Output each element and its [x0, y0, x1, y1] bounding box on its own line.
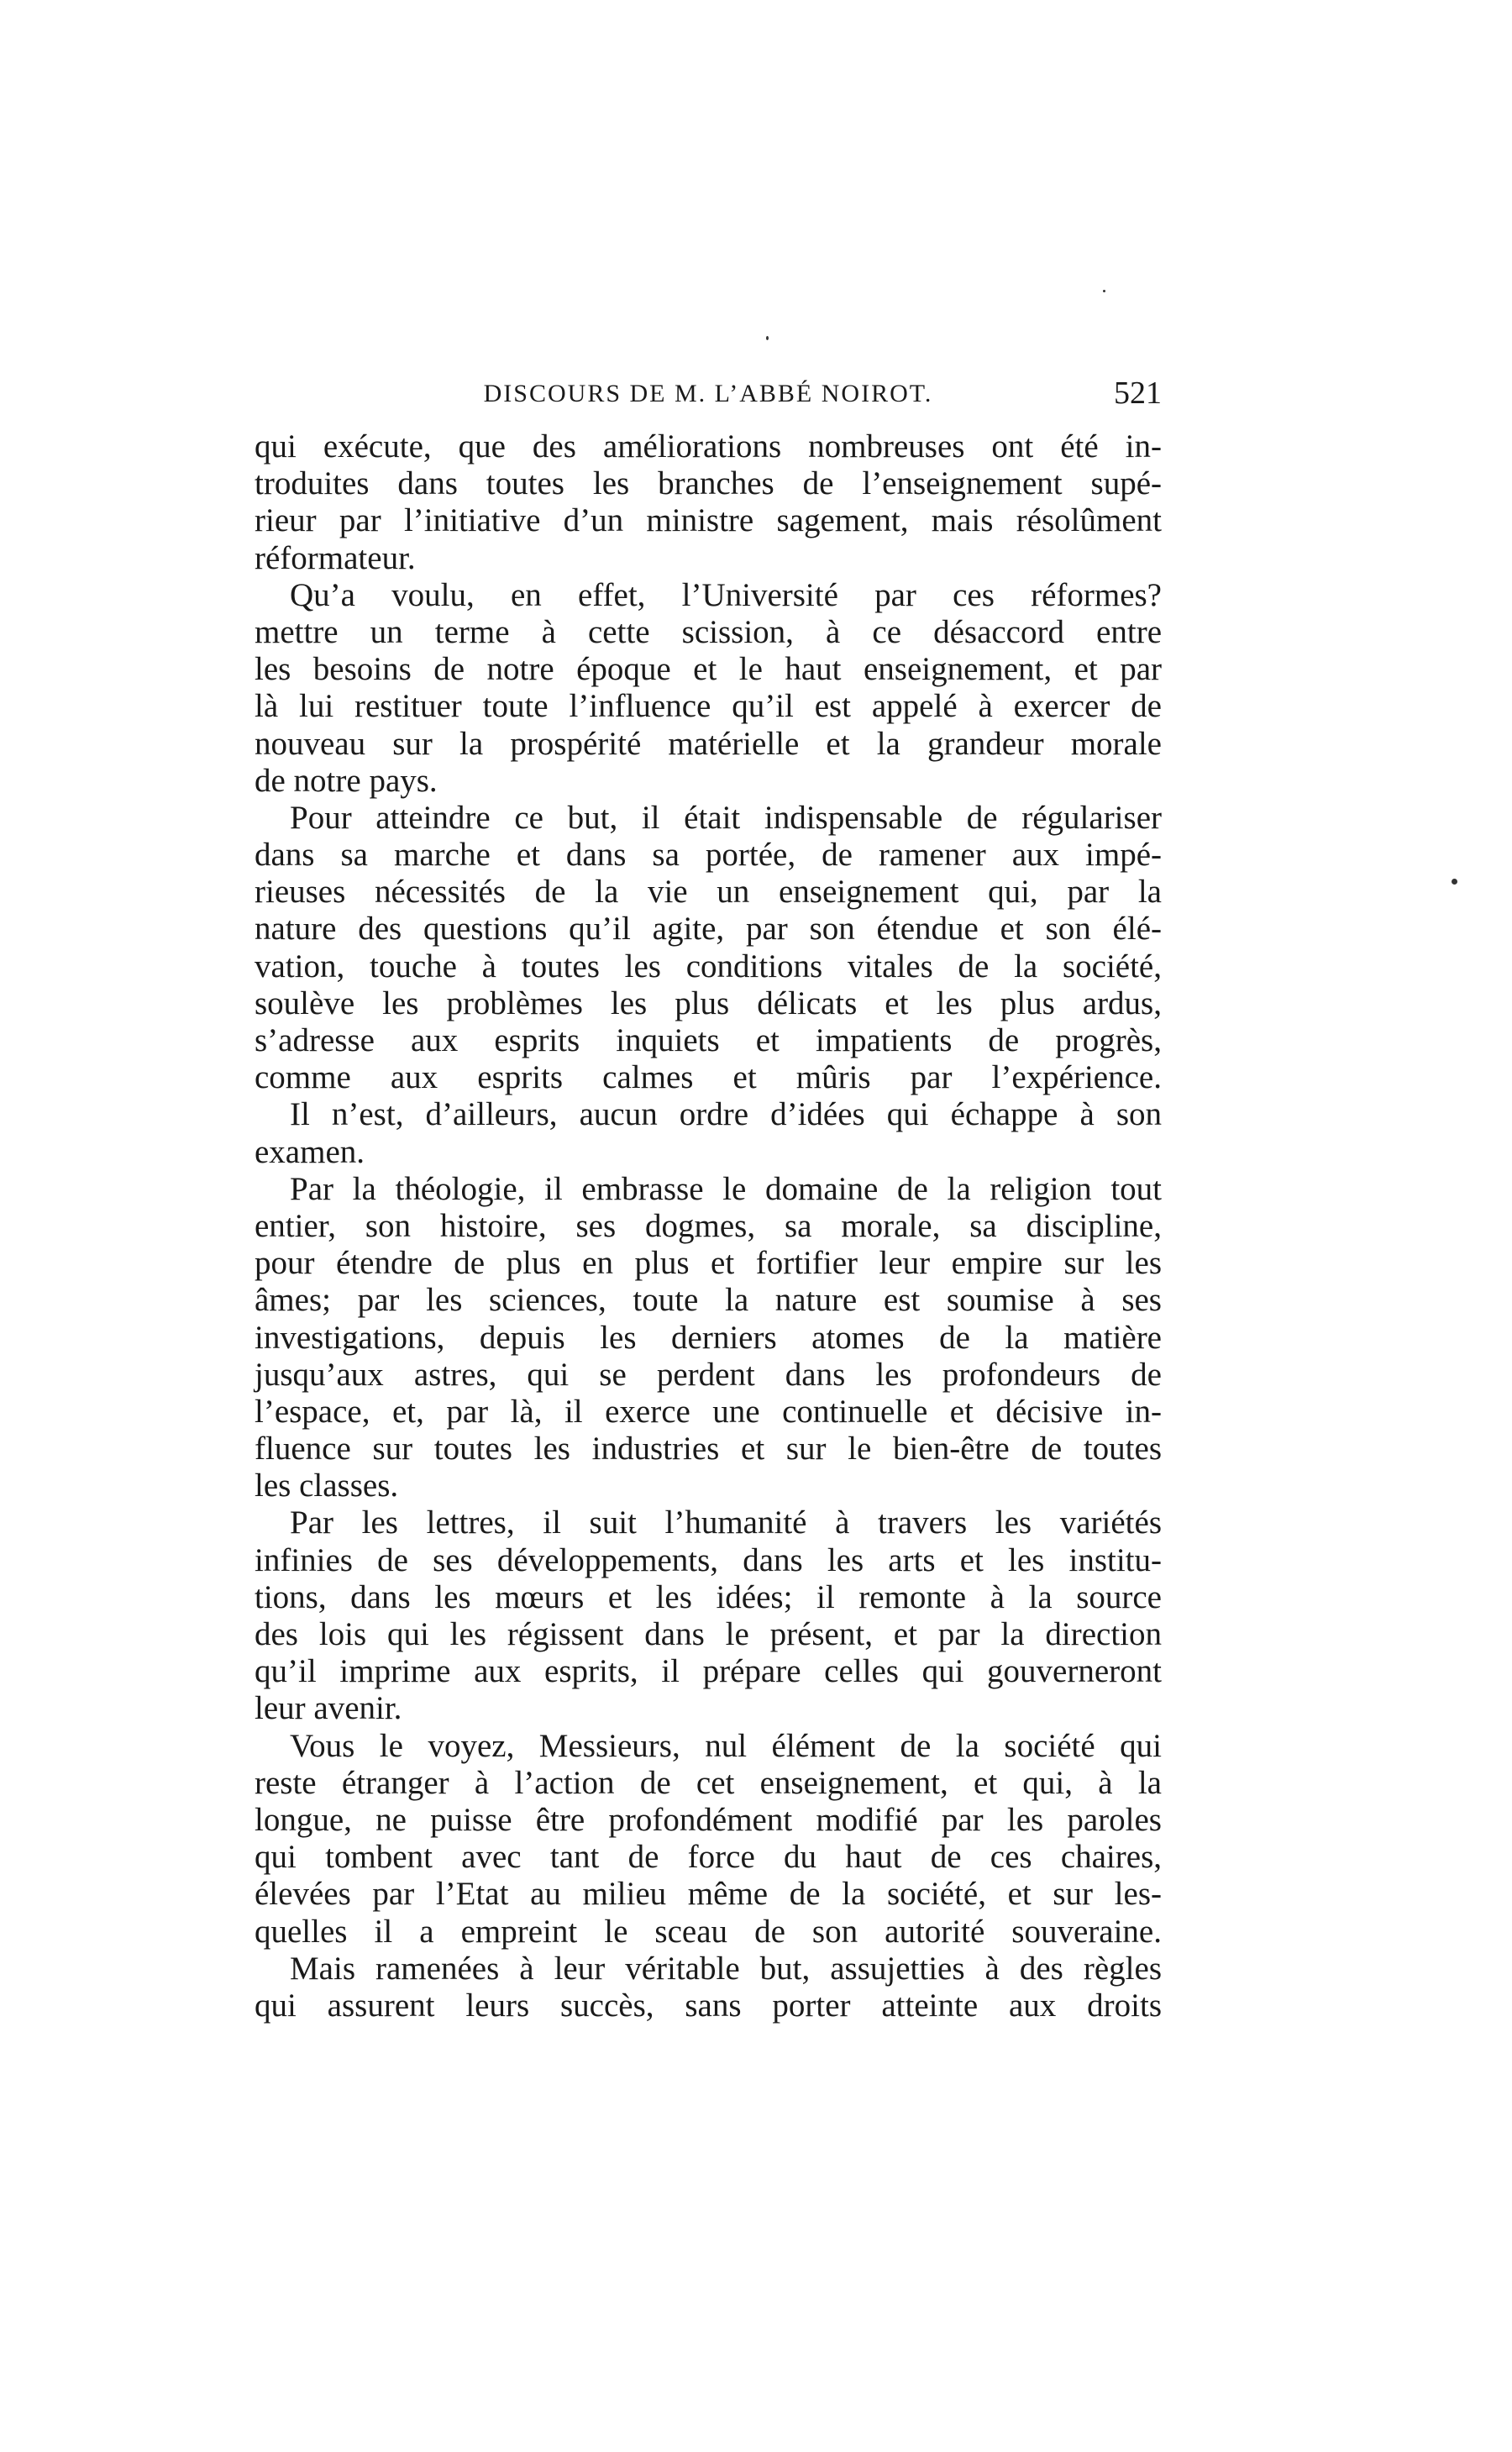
text-line: les besoins de notre époque et le haut enseignement, et par	[255, 651, 1162, 688]
text-line: qu’il imprime aux esprits, il prépare celles qui gouverneront	[255, 1653, 1162, 1690]
text-line: investigations, depuis les derniers atomes de la matière	[255, 1319, 1162, 1356]
text-line: rieuses nécessités de la vie un enseignement qui, par la	[255, 874, 1162, 911]
text-line: qui exécute, que des améliorations nombreuses ont été in-	[255, 428, 1162, 465]
text-line: jusqu’aux astres, qui se perdent dans les profondeurs de	[255, 1356, 1162, 1393]
text-line: comme aux esprits calmes et mûris par l’expérience.	[255, 1059, 1162, 1096]
text-line: quelles il a empreint le sceau de son autorité souveraine.	[255, 1913, 1162, 1950]
text-line: pour étendre de plus en plus et fortifier leur empire sur les	[255, 1245, 1162, 1282]
text-line: fluence sur toutes les industries et sur le bien-être de toutes	[255, 1431, 1162, 1468]
running-title: DISCOURS DE M. L’ABBÉ NOIROT.	[483, 380, 933, 407]
text-line: Pour atteindre ce but, il était indispensable de régulariser	[290, 799, 1162, 836]
text-line: longue, ne puisse être profondément modifié par les paroles	[255, 1801, 1162, 1838]
text-line: nature des questions qu’il agite, par son étendue et son élé-	[255, 911, 1162, 948]
text-line: tions, dans les mœurs et les idées; il remonte à la source	[255, 1578, 1162, 1615]
text-line: examen.	[255, 1133, 365, 1170]
text-line: l’espace, et, par là, il exerce une continuelle et décisive in-	[255, 1393, 1162, 1430]
text-line: Mais ramenées à leur véritable but, assujetties à des règles	[290, 1950, 1162, 1987]
text-line: âmes; par les sciences, toute la nature est soumise à ses	[255, 1282, 1162, 1319]
text-line: vation, touche à toutes les conditions vitales de la société,	[255, 948, 1162, 984]
text-line: leur avenir.	[255, 1690, 402, 1727]
text-line: élevées par l’Etat au milieu même de la société, et sur les-	[255, 1876, 1162, 1913]
text-line: rieur par l’initiative d’un ministre sagement, mais résolûment	[255, 502, 1162, 539]
text-line: entier, son histoire, ses dogmes, sa morale, sa discipline,	[255, 1207, 1162, 1244]
text-line: qui tombent avec tant de force du haut de ces chaires,	[255, 1839, 1162, 1876]
text-line: Qu’a voulu, en effet, l’Université par ces réformes?	[290, 576, 1162, 613]
margin-speck	[1452, 879, 1457, 885]
text-line: Vous le voyez, Messieurs, nul élément de la société qui	[290, 1727, 1162, 1764]
page-number: 521	[1114, 375, 1162, 411]
text-line: infinies de ses développements, dans les arts et les institu-	[255, 1541, 1162, 1578]
text-line: qui assurent leurs succès, sans porter atteinte aux droits	[255, 1987, 1162, 2024]
body-text	[255, 428, 1162, 2024]
margin-speck	[1103, 290, 1105, 292]
text-line: là lui restituer toute l’influence qu’il est appelé à exercer de	[255, 688, 1162, 725]
text-line: s’adresse aux esprits inquiets et impatients de progrès,	[255, 1022, 1162, 1058]
text-line: soulève les problèmes les plus délicats et les plus ardus,	[255, 984, 1162, 1021]
text-line: les classes.	[255, 1468, 399, 1504]
text-line: mettre un terme à cette scission, à ce désaccord entre	[255, 613, 1162, 650]
text-line: nouveau sur la prospérité matérielle et la grandeur morale	[255, 725, 1162, 762]
text-line: reste étranger à l’action de cet enseignement, et qui, à la	[255, 1764, 1162, 1801]
text-line: dans sa marche et dans sa portée, de ramener aux impé-	[255, 837, 1162, 874]
text-line: troduites dans toutes les branches de l’enseignement supé-	[255, 465, 1162, 502]
text-line: de notre pays.	[255, 762, 438, 799]
text-line: réformateur.	[255, 539, 416, 576]
text-line: Il n’est, d’ailleurs, aucun ordre d’idées qui échappe à son	[290, 1096, 1162, 1133]
text-line: Par la théologie, il embrasse le domaine de la religion tout	[290, 1170, 1162, 1207]
margin-speck	[766, 336, 769, 340]
text-line: des lois qui les régissent dans le présent, et par la direction	[255, 1616, 1162, 1652]
page-header	[255, 375, 1162, 413]
text-line: Par les lettres, il suit l’humanité à travers les variétés	[290, 1504, 1162, 1541]
